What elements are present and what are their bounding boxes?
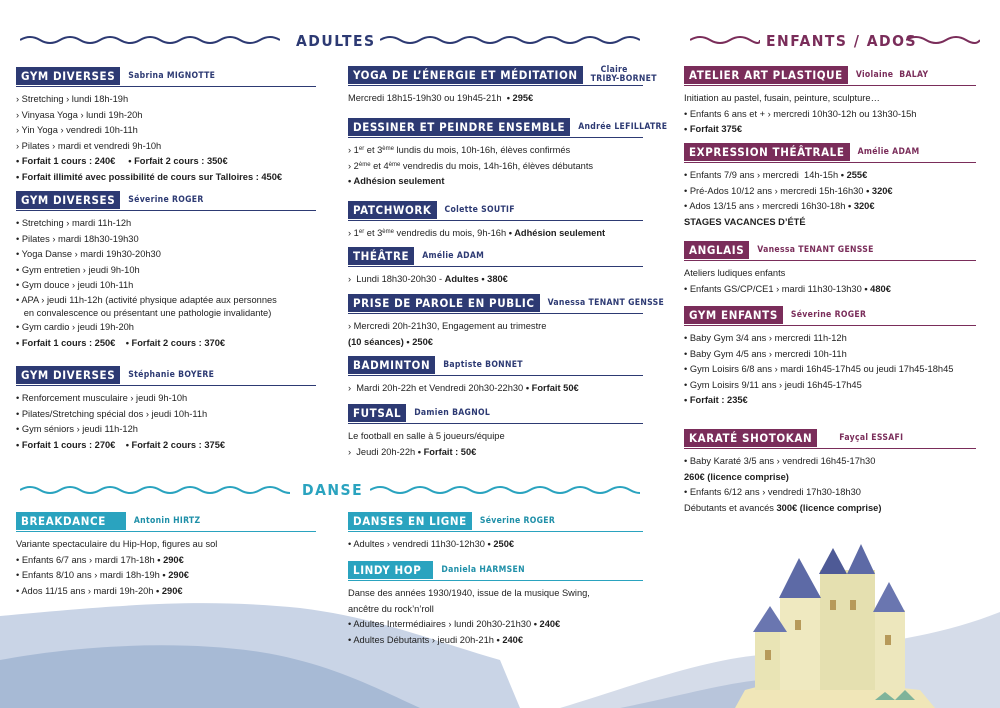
schedule-line: Mercredi 18h15-19h30 ou 19h45-21h • 295€: [348, 93, 534, 103]
activity-patchwork: [348, 201, 605, 242]
schedule-line: • Yoga Danse › mardi 19h30-20h30: [16, 249, 161, 260]
section-title-danse: DANSE: [302, 481, 364, 499]
schedule-line: • Enfants 6/7 ans › mardi 17h-18h • 290€: [16, 554, 184, 565]
schedule-line: Le football en salle à 5 joueurs/équipe: [348, 431, 505, 441]
activity-dessin: [348, 118, 667, 190]
activity-title: YOGA DE L’ÉNERGIE ET MÉDITATION: [348, 66, 583, 84]
schedule-line: en convalescence ou présentant une pathologie invalidante): [16, 307, 272, 318]
schedule-line: • Renforcement musculaire › jeudi 9h-10h: [16, 393, 188, 403]
activity-gym-diverses-boyere: [16, 366, 225, 453]
teacher-name: Amélie ADAM: [422, 251, 485, 261]
price-line: • Adhésion seulement: [348, 176, 445, 187]
schedule-line: • Enfants 7/9 ans › mercredi 14h-15h • 255€: [684, 170, 868, 180]
activity-header: [684, 143, 919, 161]
activity-header: [348, 118, 667, 136]
activity-header: [684, 66, 928, 84]
activity-title: BREAKDANCE: [16, 512, 126, 530]
schedule-line: › Yin Yoga › vendredi 10h-11h: [16, 125, 138, 136]
schedule-line: • Gym séniors › jeudi 11h-12h: [16, 424, 138, 435]
schedule-line: • Enfants 6 ans et + › mercredi 10h30-12h ou 13h30-15h: [684, 108, 917, 119]
teacher-name: Antonin HIRTZ: [133, 516, 201, 526]
price-line: • Forfait 375€: [684, 124, 743, 135]
price-line: • Forfait 1 cours : 240€ • Forfait 2 cours : 350€: [16, 156, 228, 167]
price-line: • Forfait : 235€: [684, 395, 748, 406]
stages-label: STAGES VACANCES D’ÉTÉ: [684, 216, 806, 227]
activity-title: FUTSAL: [348, 404, 406, 422]
activity-header: [348, 561, 590, 579]
schedule-line: Danse des années 1930/1940, issue de la musique Swing,: [348, 588, 590, 598]
schedule-line: • Stretching › mardi 11h-12h: [16, 218, 132, 228]
activity-title: GYM DIVERSES: [16, 366, 120, 384]
schedule-line: › Pilates › mardi et vendredi 9h-10h: [16, 140, 162, 151]
schedule-line: › Jeudi 20h-22h • Forfait : 50€: [348, 446, 477, 457]
activity-header: [348, 356, 579, 374]
activity-badminton: [348, 356, 579, 397]
activity-title: EXPRESSION THÉÂTRALE: [684, 143, 850, 161]
teacher-name: Daniela HARMSEN: [441, 565, 525, 575]
schedule-line: • Adultes Débutants › jeudi 20h-21h • 240€: [348, 634, 524, 645]
schedule-line: • Pilates/Stretching spécial dos › jeudi 10h-11h: [16, 408, 208, 419]
activity-gym-diverses-roger: [16, 191, 277, 351]
schedule-line: • Gym Loisirs 9/11 ans › jeudi 16h45-17h45: [684, 379, 862, 390]
wave-divider: [906, 34, 980, 46]
schedule-line: • Baby Karaté 3/5 ans › vendredi 16h45-17h30: [684, 456, 876, 466]
teacher-name: Colette SOUTIF: [444, 205, 515, 215]
schedule-line: • Ados 13/15 ans › mercredi 16h30-18h • 320€: [684, 201, 875, 212]
activity-header: [684, 306, 953, 324]
schedule-line: Variante spectaculaire du Hip-Hop, figures au sol: [16, 539, 218, 549]
activity-header: [348, 201, 605, 219]
teacher-name: Stéphanie BOYERE: [128, 370, 215, 380]
schedule-line: • Adultes Intermédiaires › lundi 20h30-21h30 • 240€: [348, 619, 561, 630]
schedule-line: › 1er et 3ème lundis du mois, 10h-16h, élèves confirmés: [348, 145, 571, 155]
activity-header: [348, 512, 555, 530]
teacher-name: Baptiste BONNET: [443, 360, 523, 370]
activity-expression-theatrale: [684, 143, 919, 230]
activity-title: GYM DIVERSES: [16, 67, 120, 85]
activity-title: THÉÂTRE: [348, 247, 414, 265]
schedule-line: › 1er et 3ème vendredis du mois, 9h-16h • Adhésion seulement: [348, 228, 606, 238]
schedule-line: Ateliers ludiques enfants: [684, 268, 786, 278]
activity-gym-diverses-mignotte: [16, 67, 282, 186]
schedule-line: › Vinyasa Yoga › lundi 19h-20h: [16, 109, 143, 120]
activity-header: [348, 404, 505, 422]
activity-title: GYM DIVERSES: [16, 191, 120, 209]
price-line: (10 séances) • 250€: [348, 336, 433, 347]
activity-header: [684, 429, 903, 447]
activity-header: [348, 294, 664, 312]
schedule-line: Initiation au pastel, fusain, peinture, sculpture…: [684, 93, 880, 103]
schedule-line: › 2ème et 4ème vendredis du mois, 14h-16h, élèves débutants: [348, 160, 594, 171]
activity-karate: [684, 429, 903, 516]
teacher-name: Amélie ADAM: [857, 147, 920, 157]
teacher-name: Violaine BALAY: [855, 70, 929, 80]
schedule-line: • Enfants 8/10 ans › mardi 18h-19h • 290€: [16, 570, 189, 581]
activity-art-plastique: [684, 66, 928, 138]
schedule-line: • Gym cardio › jeudi 19h-20h: [16, 321, 134, 332]
schedule-line: › Lundi 18h30-20h30 - Adultes • 380€: [348, 274, 508, 284]
activity-header: [16, 67, 282, 85]
schedule-line: • Adultes › vendredi 11h30-12h30 • 250€: [348, 539, 515, 549]
wave-divider: [380, 34, 640, 46]
castle-illustration: [735, 540, 935, 708]
schedule-line: • Gym Loisirs 6/8 ans › mardi 16h45-17h45 ou jeudi 17h45-18h45: [684, 364, 954, 375]
activity-title: ANGLAIS: [684, 241, 749, 259]
activity-header: [16, 512, 217, 530]
wave-divider: [370, 484, 640, 496]
schedule-line: ancêtre du rock’n’roll: [348, 603, 434, 614]
price-line: • Forfait illimité avec possibilité de cours sur Talloires : 450€: [16, 171, 283, 182]
activity-breakdance: [16, 512, 217, 599]
activity-header: [684, 241, 891, 259]
schedule-line: › Mardi 20h-22h et Vendredi 20h30-22h30 • Forfait 50€: [348, 383, 579, 393]
wave-divider: [20, 34, 280, 46]
schedule-line: Débutants et avancés 300€ (licence comprise): [684, 502, 882, 513]
teacher-name: Damien BAGNOL: [414, 408, 491, 418]
schedule-line: • Gym douce › jeudi 10h-11h: [16, 280, 134, 291]
schedule-line: • Enfants 6/12 ans › vendredi 17h30-18h30: [684, 487, 861, 498]
activity-anglais: [684, 241, 891, 297]
teacher-name: Andrée LEFILLATRE: [578, 122, 668, 132]
teacher-name: Sabrina MIGNOTTE: [128, 71, 216, 81]
activity-title: PATCHWORK: [348, 201, 437, 219]
activity-title: PRISE DE PAROLE EN PUBLIC: [348, 294, 540, 312]
price-line: • Forfait 1 cours : 270€ • Forfait 2 cours : 375€: [16, 439, 226, 450]
teacher-name: Fayçal ESSAFI: [839, 433, 904, 443]
activity-title: DANSES EN LIGNE: [348, 512, 472, 530]
teacher-name: [591, 66, 657, 84]
schedule-line: › Mercredi 20h-21h30, Engagement au trimestre: [348, 321, 547, 331]
teacher-name: Séverine ROGER: [790, 310, 867, 320]
activity-lindy-hop: [348, 561, 590, 648]
activity-prise-de-parole: [348, 294, 664, 350]
activity-title: GYM ENFANTS: [684, 306, 783, 324]
wave-divider: [690, 34, 760, 46]
activity-title: DESSINER ET PEINDRE ENSEMBLE: [348, 118, 570, 136]
activity-gym-enfants: [684, 306, 953, 409]
activity-header: [348, 66, 657, 84]
schedule-line: • APA › jeudi 11h-12h (activité physique adaptée aux personnes: [16, 294, 277, 305]
activity-header: [16, 366, 225, 384]
price-line: 260€ (licence comprise): [684, 471, 789, 482]
teacher-first-name: Claire: [600, 65, 628, 75]
activity-futsal: [348, 404, 505, 460]
price-line: • Forfait 1 cours : 250€ • Forfait 2 cours : 370€: [16, 337, 226, 348]
activity-title: BADMINTON: [348, 356, 435, 374]
schedule-line: • Gym entretien › jeudi 9h-10h: [16, 264, 140, 275]
teacher-name: Vanessa TENANT GENSSE: [757, 245, 874, 255]
activity-title: KARATÉ SHOTOKAN: [684, 429, 817, 447]
wave-divider: [20, 484, 290, 496]
activity-header: [16, 191, 277, 209]
activity-header: [348, 247, 508, 265]
schedule-line: • Baby Gym 4/5 ans › mercredi 10h-11h: [684, 348, 847, 359]
schedule-line: • Pilates › mardi 18h30-19h30: [16, 233, 139, 244]
teacher-name: Vanessa TENANT GENSSE: [547, 298, 665, 308]
schedule-line: • Ados 11/15 ans › mardi 19h-20h • 290€: [16, 585, 183, 596]
activity-danses-en-ligne: [348, 512, 555, 553]
schedule-line: › Stretching › lundi 18h-19h: [16, 94, 129, 104]
schedule-line: • Pré-Ados 10/12 ans › mercredi 15h-16h30 • 320€: [684, 185, 893, 196]
activity-theatre: [348, 247, 508, 288]
activity-title: LINDY HOP: [348, 561, 433, 579]
section-title-adultes: ADULTES: [296, 32, 376, 50]
teacher-last-name: TRIBY-BORNET: [590, 74, 657, 84]
schedule-line: • Enfants GS/CP/CE1 › mardi 11h30-13h30 • 480€: [684, 283, 891, 294]
teacher-name: Séverine ROGER: [128, 195, 204, 205]
section-title-enfants: ENFANTS / ADOS: [766, 32, 918, 50]
activity-yoga: [348, 66, 657, 107]
activity-title: ATELIER ART PLASTIQUE: [684, 66, 848, 84]
teacher-name: Séverine ROGER: [479, 516, 556, 526]
schedule-line: • Baby Gym 3/4 ans › mercredi 11h-12h: [684, 333, 847, 343]
